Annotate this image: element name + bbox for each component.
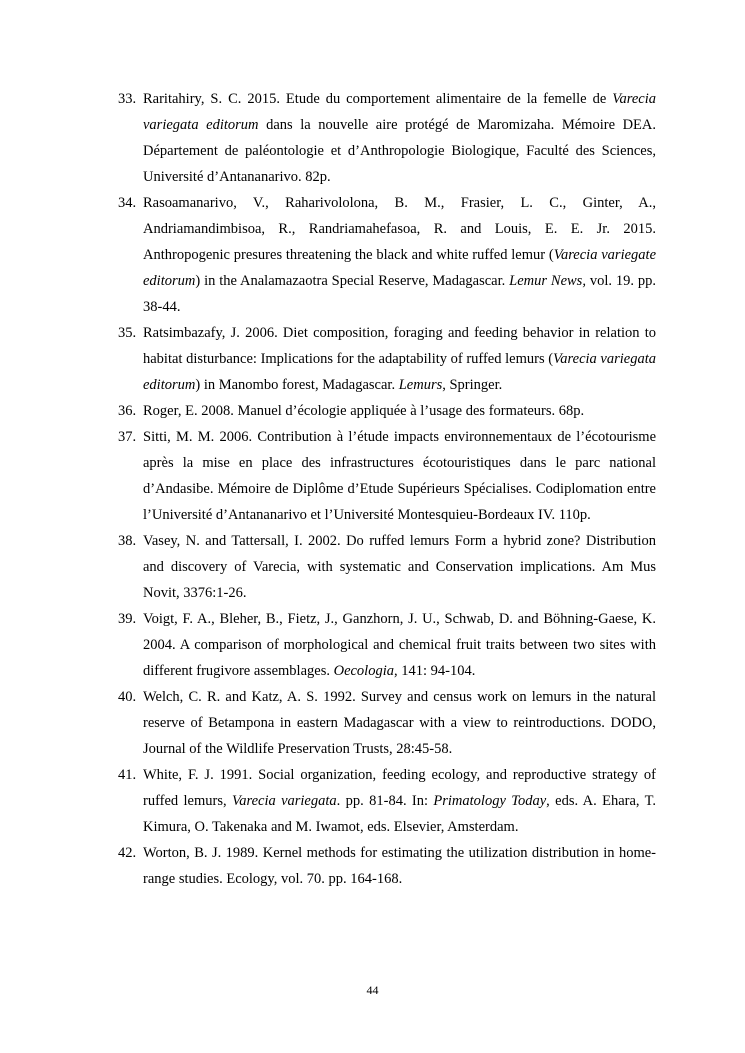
- reference-text: Ratsimbazafy, J. 2006. Diet composition, foraging and feeding behavior in relation to habitat disturbance: Implications for the adaptability of ruffed lemurs (Varecia variegata editorum) in Manombo forest, Madagascar. Lemurs, Springer.: [143, 325, 656, 393]
- reference-item: [118, 398, 656, 424]
- reference-number: 35.: [118, 325, 137, 341]
- reference-item: [118, 528, 656, 606]
- reference-number: 38.: [118, 533, 137, 549]
- reference-item: [118, 320, 656, 398]
- reference-text: Welch, C. R. and Katz, A. S. 1992. Survey and census work on lemurs in the natural reserve of Betampona in eastern Madagascar with a view to reintroductions. DODO, Journal of the Wildlife Preservation Trusts, 28:45-58.: [143, 689, 656, 757]
- reference-text: White, F. J. 1991. Social organization, feeding ecology, and reproductive strategy of ruffed lemurs, Varecia variegata. pp. 81-84. In: Primatology Today, eds. A. Ehara, T. Kimura, O. Takenaka and M. Iwamot, eds. Elsevier, Amsterdam.: [143, 767, 657, 835]
- reference-number: 41.: [118, 767, 137, 783]
- reference-number: 36.: [118, 403, 137, 419]
- reference-number: 40.: [118, 689, 137, 705]
- reference-text: Worton, B. J. 1989. Kernel methods for estimating the utilization distribution in home-range studies. Ecology, vol. 70. pp. 164-168.: [143, 845, 656, 887]
- reference-number: 42.: [118, 845, 137, 861]
- reference-text: Vasey, N. and Tattersall, I. 2002. Do ruffed lemurs Form a hybrid zone? Distribution and discovery of Varecia, with systematic and Conservation implications. Am Mus Novit, 3376:1-26.: [143, 533, 656, 601]
- reference-item: [118, 424, 656, 528]
- reference-number: 34.: [118, 195, 137, 211]
- reference-list: [118, 86, 656, 892]
- reference-text: Sitti, M. M. 2006. Contribution à l’étude impacts environnementaux de l’écotourisme après la mise en place des infrastructures écotouristiques dans le parc national d’Andasibe. Mémoire de Diplôme d’Etude Supérieurs Spécialises. Codiplomation entre l’Université d’Antananarivo et l’Université Montesquieu-Bordeaux IV. 110p.: [143, 429, 656, 523]
- reference-text: Roger, E. 2008. Manuel d’écologie appliquée à l’usage des formateurs. 68p.: [143, 403, 585, 419]
- reference-number: 39.: [118, 611, 137, 627]
- reference-item: [118, 684, 656, 762]
- reference-item: [118, 190, 656, 320]
- reference-item: [118, 86, 656, 190]
- reference-text: Rasoamanarivo, V., Raharivololona, B. M., Frasier, L. C., Ginter, A., Andriamandimbisoa, R., Randriamahefasoa, R. and Louis, E. E. Jr. 2015. Anthropogenic presures threatening the black and white ruffed lemur (Varecia variegate editorum) in the Analamazaotra Special Reserve, Madagascar. Lemur News, vol. 19. pp. 38-44.: [143, 195, 657, 315]
- reference-number: 37.: [118, 429, 137, 445]
- reference-text: Voigt, F. A., Bleher, B., Fietz, J., Ganzhorn, J. U., Schwab, D. and Böhning-Gaese, K. 2004. A comparison of morphological and chemical fruit traits between two sites with different frugivore assemblages. Oecologia, 141: 94-104.: [143, 611, 656, 679]
- reference-number: 33.: [118, 91, 137, 107]
- reference-item: [118, 762, 656, 840]
- reference-item: [118, 606, 656, 684]
- reference-item: [118, 840, 656, 892]
- page-number: 44: [366, 983, 379, 997]
- reference-text: Raritahiry, S. C. 2015. Etude du comportement alimentaire de la femelle de Varecia variegata editorum dans la nouvelle aire protégé de Maromizaha. Mémoire DEA. Département de paléontologie et d’Anthropologie Biologique, Faculté des Sciences, Université d’Antananarivo. 82p.: [143, 91, 656, 185]
